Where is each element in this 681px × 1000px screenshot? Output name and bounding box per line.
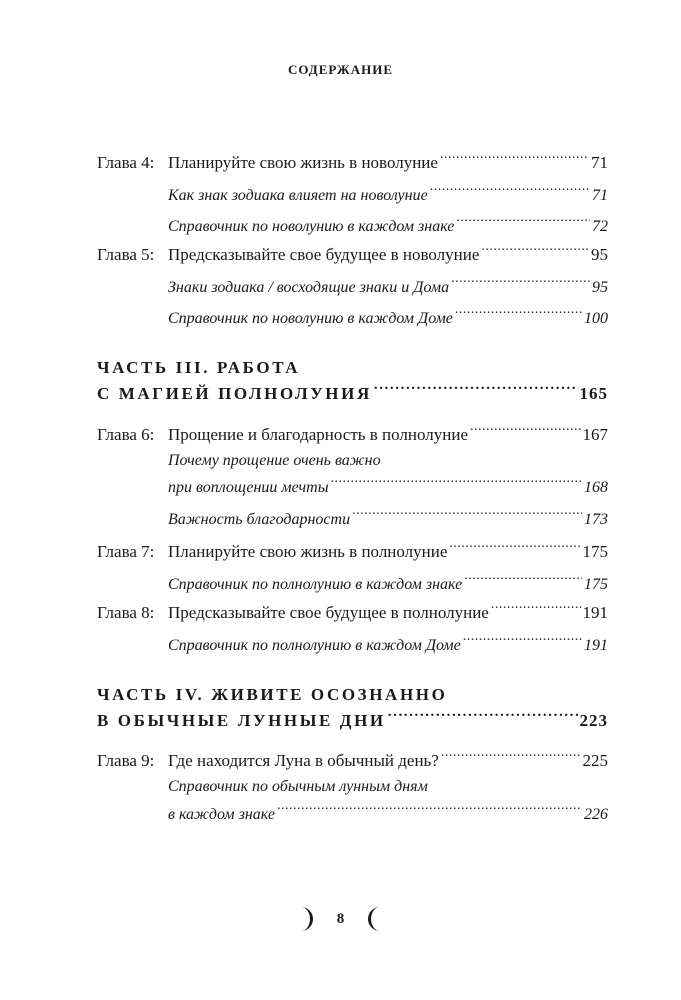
entry-title: Где находится Луна в обычный день? (168, 751, 439, 770)
leader-dots (464, 569, 582, 589)
leader-dots (440, 148, 589, 168)
leader-dots (456, 211, 590, 231)
entry-title: Справочник по новолунию в каждом Доме (168, 310, 453, 327)
entry-page: 100 (584, 310, 608, 327)
toc-subentry (168, 569, 608, 595)
chapter-label: Глава 9: (97, 751, 155, 770)
toc-subentry (168, 272, 608, 298)
toc-entry-chapter-9 (97, 746, 608, 771)
page-number: 8 (336, 910, 345, 927)
toc-entry-chapter-6 (97, 420, 608, 445)
toc-part-3 (97, 357, 608, 405)
part-page: 165 (579, 384, 608, 403)
leader-dots (352, 504, 582, 524)
leader-dots (430, 180, 590, 200)
toc-subentry-line1: Почему прощение очень важно (168, 452, 381, 469)
part-title-line1: ЧАСТЬ IV. ЖИВИТЕ ОСОЗНАННО (97, 685, 448, 704)
toc-subentry (168, 472, 608, 498)
toc-subentry (168, 180, 608, 206)
entry-title: Справочник по новолунию в каждом знаке (168, 218, 455, 235)
entry-page: 168 (584, 479, 608, 496)
chapter-label: Глава 5: (97, 245, 155, 264)
entry-title: Предсказывайте свое будущее в полнолуние (168, 603, 489, 622)
part-title-line1: ЧАСТЬ III. РАБОТА (97, 358, 301, 377)
toc-subentry (168, 303, 608, 329)
chapter-label: Глава 8: (97, 603, 155, 622)
leader-dots (470, 420, 581, 440)
page-header: СОДЕРЖАНИЕ (287, 62, 394, 77)
entry-title: Справочник по полнолунию в каждом знаке (168, 576, 463, 593)
toc-subentry (168, 504, 608, 530)
toc-part-4 (97, 684, 608, 732)
crescent-moon-icon (366, 906, 384, 932)
toc-entry-chapter-7 (97, 537, 608, 562)
leader-dots (463, 630, 582, 650)
toc-entry-chapter-5 (97, 240, 608, 265)
leader-dots (455, 303, 582, 323)
page-footer (0, 906, 681, 932)
entry-page: 226 (584, 806, 608, 823)
leader-dots (441, 746, 581, 766)
part-title-line2: В ОБЫЧНЫЕ ЛУННЫЕ ДНИ (97, 711, 386, 730)
entry-page: 71 (592, 187, 608, 204)
entry-title: в каждом знаке (168, 806, 275, 823)
entry-page: 95 (592, 279, 608, 296)
entry-page: 95 (591, 245, 608, 264)
entry-page: 191 (584, 637, 608, 654)
chapter-label: Глава 7: (97, 542, 155, 561)
chapter-label: Глава 4: (97, 153, 155, 172)
entry-title: Важность благодарности (168, 511, 351, 528)
toc-entry-chapter-4 (97, 148, 608, 173)
entry-page: 191 (582, 603, 608, 622)
part-page: 223 (579, 711, 608, 730)
entry-page: 72 (592, 218, 608, 235)
leader-dots (451, 272, 590, 292)
entry-title: Справочник по полнолунию в каждом Доме (168, 637, 461, 654)
entry-page: 173 (584, 511, 608, 528)
leader-dots (481, 240, 589, 260)
entry-title: при воплощении мечты (168, 479, 329, 496)
toc-subentry (168, 211, 608, 237)
toc-subentry (168, 799, 608, 825)
entry-title: Предсказывайте свое будущее в новолуние (168, 245, 480, 264)
toc-entry-chapter-8 (97, 598, 608, 623)
entry-title: Планируйте свою жизнь в полнолуние (168, 542, 448, 561)
entry-page: 175 (584, 576, 608, 593)
entry-title: Как знак зодиака влияет на новолуние (168, 187, 428, 204)
part-title-line2: С МАГИЕЙ ПОЛНОЛУНИЯ (97, 384, 372, 403)
leader-dots (331, 472, 582, 492)
entry-title: Прощение и благодарность в полнолуние (168, 425, 468, 444)
entry-page: 225 (582, 751, 608, 770)
toc-subentry (168, 630, 608, 656)
entry-page: 71 (591, 153, 608, 172)
leader-dots (491, 598, 581, 618)
entry-page: 175 (582, 542, 608, 561)
crescent-moon-icon (297, 906, 315, 932)
leader-dots (449, 537, 580, 557)
leader-dots (374, 379, 578, 399)
entry-title: Знаки зодиака / восходящие знаки и Дома (168, 279, 450, 296)
entry-title: Планируйте свою жизнь в новолуние (168, 153, 438, 172)
toc-subentry-line1: Справочник по обычным лунным дням (168, 778, 428, 795)
chapter-label: Глава 6: (97, 425, 155, 444)
leader-dots (277, 799, 582, 819)
entry-page: 167 (582, 425, 608, 444)
leader-dots (388, 706, 578, 726)
